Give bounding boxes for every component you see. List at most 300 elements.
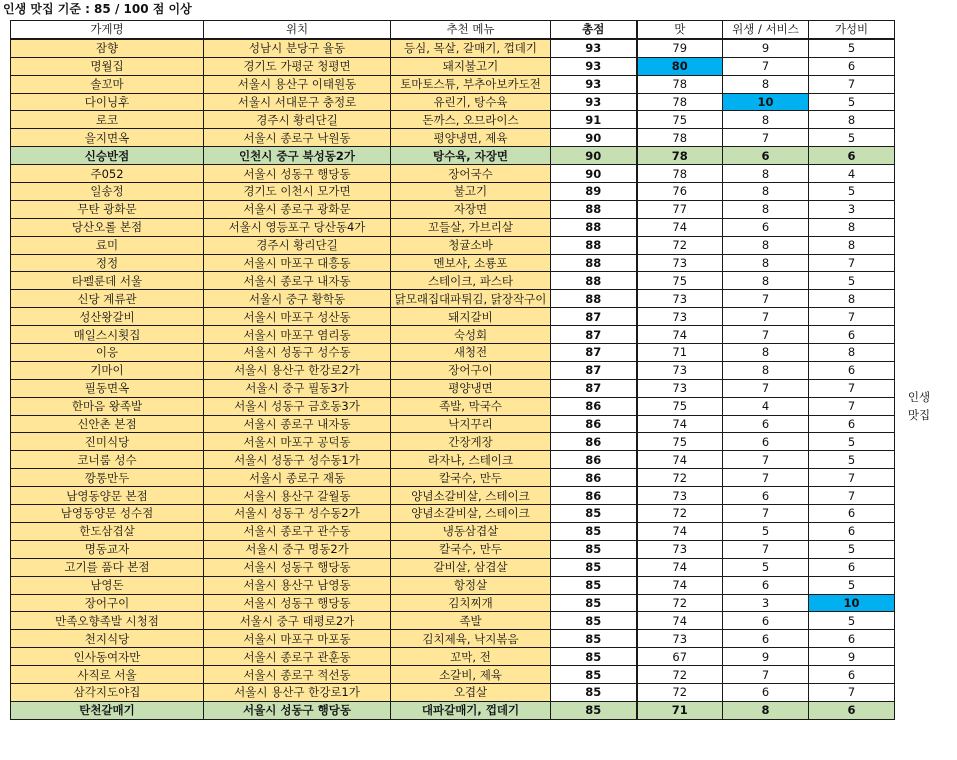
- cell-taste[interactable]: 74: [637, 612, 723, 630]
- cell-taste[interactable]: 77: [637, 200, 723, 218]
- table-row: [11, 308, 895, 326]
- cell-total[interactable]: 88: [551, 272, 637, 290]
- cell-menu[interactable]: 양념소갈비살, 스테이크: [391, 505, 551, 523]
- cell-taste[interactable]: 74: [637, 576, 723, 594]
- cell-taste[interactable]: 73: [637, 379, 723, 397]
- cell-menu[interactable]: 낙지꾸리: [391, 415, 551, 433]
- cell-name[interactable]: 남영돈: [11, 576, 204, 594]
- cell-location[interactable]: 서울시 성동구 행당동: [204, 594, 391, 612]
- cell-total[interactable]: 85: [551, 522, 637, 540]
- cell-location[interactable]: 서울시 중구 필동3가: [204, 379, 391, 397]
- cell-location[interactable]: 서울시 종로구 광화문: [204, 200, 391, 218]
- cell-service[interactable]: 3: [723, 594, 809, 612]
- cell-total[interactable]: 88: [551, 218, 637, 236]
- cell-menu[interactable]: 돼지불고기: [391, 57, 551, 75]
- cell-taste[interactable]: 78: [637, 165, 723, 183]
- cell-total[interactable]: 87: [551, 361, 637, 379]
- cell-service[interactable]: 7: [723, 451, 809, 469]
- cell-service[interactable]: 7: [723, 540, 809, 558]
- cell-taste[interactable]: 78: [637, 75, 723, 93]
- cell-taste[interactable]: 71: [637, 701, 723, 719]
- cell-name[interactable]: 장어구이: [11, 594, 204, 612]
- cell-total[interactable]: 88: [551, 200, 637, 218]
- cell-taste[interactable]: 74: [637, 558, 723, 576]
- cell-name[interactable]: 깡통만두: [11, 469, 204, 487]
- cell-name[interactable]: 천지식당: [11, 630, 204, 648]
- cell-service[interactable]: 10: [723, 93, 809, 111]
- cell-value[interactable]: 8: [809, 290, 895, 308]
- cell-service[interactable]: 6: [723, 147, 809, 165]
- cell-name[interactable]: 로코: [11, 111, 204, 129]
- cell-service[interactable]: 8: [723, 165, 809, 183]
- cell-location[interactable]: 서울시 용산구 이태원동: [204, 75, 391, 93]
- cell-name[interactable]: 한도삼겹살: [11, 522, 204, 540]
- cell-menu[interactable]: 평양냉면, 제육: [391, 129, 551, 147]
- table-row: [11, 630, 895, 648]
- cell-menu[interactable]: 소갈비, 제육: [391, 666, 551, 684]
- cell-total[interactable]: 90: [551, 147, 637, 165]
- cell-value[interactable]: 7: [809, 308, 895, 326]
- cell-menu[interactable]: 칼국수, 만두: [391, 540, 551, 558]
- restaurant-table: [10, 20, 895, 720]
- cell-taste[interactable]: 73: [637, 540, 723, 558]
- cell-menu[interactable]: 칼국수, 만두: [391, 469, 551, 487]
- cell-name[interactable]: 진미식당: [11, 433, 204, 451]
- cell-name[interactable]: 무탄 광화문: [11, 200, 204, 218]
- cell-total[interactable]: 93: [551, 39, 637, 57]
- cell-menu[interactable]: 항정살: [391, 576, 551, 594]
- cell-service[interactable]: 6: [723, 433, 809, 451]
- cell-name[interactable]: 정정: [11, 254, 204, 272]
- cell-taste[interactable]: 72: [637, 666, 723, 684]
- cell-name[interactable]: 남영동양문 성수점: [11, 505, 204, 523]
- cell-service[interactable]: 7: [723, 469, 809, 487]
- cell-name[interactable]: 기마이: [11, 361, 204, 379]
- cell-menu[interactable]: 등심, 목살, 갈매기, 껍데기: [391, 39, 551, 57]
- cell-location[interactable]: 서울시 종로구 재동: [204, 469, 391, 487]
- cell-total[interactable]: 85: [551, 505, 637, 523]
- cell-taste[interactable]: 73: [637, 290, 723, 308]
- col-header-location[interactable]: 위치: [204, 21, 391, 39]
- cell-total[interactable]: 91: [551, 111, 637, 129]
- cell-location[interactable]: 성남시 분당구 율동: [204, 39, 391, 57]
- cell-taste[interactable]: 74: [637, 451, 723, 469]
- cell-total[interactable]: 87: [551, 308, 637, 326]
- table-row: [11, 451, 895, 469]
- side-label-line-1: 인생: [907, 390, 931, 404]
- cell-service[interactable]: 6: [723, 487, 809, 505]
- cell-taste[interactable]: 74: [637, 218, 723, 236]
- cell-value[interactable]: 10: [809, 594, 895, 612]
- cell-value[interactable]: 5: [809, 129, 895, 147]
- cell-location[interactable]: 경기도 가평군 청평면: [204, 57, 391, 75]
- cell-value[interactable]: 7: [809, 469, 895, 487]
- cell-location[interactable]: 서울시 종로구 적선동: [204, 666, 391, 684]
- cell-menu[interactable]: 청귤소바: [391, 236, 551, 254]
- cell-menu[interactable]: 불고기: [391, 183, 551, 201]
- cell-total[interactable]: 85: [551, 558, 637, 576]
- cell-value[interactable]: 5: [809, 183, 895, 201]
- cell-service[interactable]: 9: [723, 648, 809, 666]
- cell-taste[interactable]: 79: [637, 39, 723, 57]
- cell-value[interactable]: 5: [809, 540, 895, 558]
- cell-service[interactable]: 8: [723, 236, 809, 254]
- cell-value[interactable]: 7: [809, 254, 895, 272]
- cell-location[interactable]: 서울시 마포구 마포동: [204, 630, 391, 648]
- cell-total[interactable]: 86: [551, 433, 637, 451]
- cell-menu[interactable]: 간장게장: [391, 433, 551, 451]
- cell-name[interactable]: 타펠룬데 서울: [11, 272, 204, 290]
- cell-service[interactable]: 6: [723, 576, 809, 594]
- cell-menu[interactable]: 라자냐, 스테이크: [391, 451, 551, 469]
- cell-service[interactable]: 6: [723, 415, 809, 433]
- cell-location[interactable]: 서울시 서대문구 충정로: [204, 93, 391, 111]
- cell-value[interactable]: 8: [809, 218, 895, 236]
- cell-total[interactable]: 85: [551, 630, 637, 648]
- table-row: [11, 415, 895, 433]
- cell-service[interactable]: 8: [723, 272, 809, 290]
- table-row: [11, 183, 895, 201]
- cell-location[interactable]: 서울시 마포구 공덕동: [204, 433, 391, 451]
- cell-taste[interactable]: 78: [637, 129, 723, 147]
- cell-name[interactable]: 신승반점: [11, 147, 204, 165]
- cell-value[interactable]: 6: [809, 505, 895, 523]
- table-row: [11, 272, 895, 290]
- cell-value[interactable]: 8: [809, 236, 895, 254]
- cell-service[interactable]: 7: [723, 308, 809, 326]
- cell-menu[interactable]: 꼬막, 전: [391, 648, 551, 666]
- cell-location[interactable]: 서울시 마포구 성산동: [204, 308, 391, 326]
- cell-name[interactable]: 만족오향족발 시청점: [11, 612, 204, 630]
- col-header-service[interactable]: 위생 / 서비스: [723, 21, 809, 39]
- cell-total[interactable]: 86: [551, 415, 637, 433]
- cell-name[interactable]: 이응: [11, 344, 204, 362]
- cell-value[interactable]: 5: [809, 576, 895, 594]
- col-header-value[interactable]: 가성비: [809, 21, 895, 39]
- cell-menu[interactable]: 갈비살, 삼겹살: [391, 558, 551, 576]
- cell-value[interactable]: 3: [809, 200, 895, 218]
- cell-menu[interactable]: 꼬들살, 가브리살: [391, 218, 551, 236]
- cell-location[interactable]: 서울시 성동구 행당동: [204, 701, 391, 719]
- cell-name[interactable]: 신안촌 본점: [11, 415, 204, 433]
- cell-location[interactable]: 서울시 중구 태평로2가: [204, 612, 391, 630]
- table-row: [11, 505, 895, 523]
- cell-location[interactable]: 서울시 종로구 관수동: [204, 522, 391, 540]
- cell-value[interactable]: 7: [809, 379, 895, 397]
- cell-total[interactable]: 87: [551, 326, 637, 344]
- cell-name[interactable]: 당산오롤 본점: [11, 218, 204, 236]
- cell-service[interactable]: 5: [723, 558, 809, 576]
- cell-service[interactable]: 8: [723, 111, 809, 129]
- cell-name[interactable]: 잠향: [11, 39, 204, 57]
- cell-menu[interactable]: 유린기, 탕수육: [391, 93, 551, 111]
- cell-location[interactable]: 서울시 성동구 행당동: [204, 558, 391, 576]
- cell-total[interactable]: 93: [551, 75, 637, 93]
- col-header-name[interactable]: 가게명: [11, 21, 204, 39]
- cell-taste[interactable]: 73: [637, 361, 723, 379]
- cell-total[interactable]: 85: [551, 612, 637, 630]
- cell-menu[interactable]: 족발, 막국수: [391, 397, 551, 415]
- cell-value[interactable]: 6: [809, 415, 895, 433]
- cell-location[interactable]: 서울시 용산구 갈월동: [204, 487, 391, 505]
- cell-value[interactable]: 9: [809, 648, 895, 666]
- cell-taste[interactable]: 75: [637, 433, 723, 451]
- cell-location[interactable]: 서울시 성동구 금호동3가: [204, 397, 391, 415]
- cell-total[interactable]: 86: [551, 469, 637, 487]
- cell-taste[interactable]: 75: [637, 272, 723, 290]
- cell-location[interactable]: 서울시 성동구 성수동2가: [204, 505, 391, 523]
- cell-service[interactable]: 8: [723, 254, 809, 272]
- cell-taste[interactable]: 75: [637, 111, 723, 129]
- cell-taste[interactable]: 71: [637, 344, 723, 362]
- cell-menu[interactable]: 토마토스튜, 부추아보카도전: [391, 75, 551, 93]
- cell-taste[interactable]: 74: [637, 522, 723, 540]
- cell-value[interactable]: 7: [809, 75, 895, 93]
- table-row: [11, 165, 895, 183]
- cell-location[interactable]: 서울시 성동구 성수동1가: [204, 451, 391, 469]
- cell-service[interactable]: 8: [723, 183, 809, 201]
- cell-name[interactable]: 솔꼬마: [11, 75, 204, 93]
- cell-name[interactable]: 신당 계류관: [11, 290, 204, 308]
- table-row: [11, 147, 895, 165]
- cell-menu[interactable]: 장어구이: [391, 361, 551, 379]
- cell-location[interactable]: 경주시 황리단길: [204, 111, 391, 129]
- cell-name[interactable]: 탄천갈매기: [11, 701, 204, 719]
- table-row: [11, 701, 895, 719]
- cell-menu[interactable]: 양념소갈비살, 스테이크: [391, 487, 551, 505]
- table-row: [11, 648, 895, 666]
- cell-value[interactable]: 6: [809, 361, 895, 379]
- table-row: [11, 522, 895, 540]
- cell-location[interactable]: 서울시 종로구 낙원동: [204, 129, 391, 147]
- cell-taste[interactable]: 80: [637, 57, 723, 75]
- cell-total[interactable]: 85: [551, 576, 637, 594]
- table-row: [11, 397, 895, 415]
- cell-menu[interactable]: 대파갈매기, 껍데기: [391, 701, 551, 719]
- cell-total[interactable]: 85: [551, 701, 637, 719]
- cell-name[interactable]: 필동면옥: [11, 379, 204, 397]
- cell-menu[interactable]: 족발: [391, 612, 551, 630]
- table-row: [11, 379, 895, 397]
- table-row: [11, 39, 895, 57]
- side-label-life-restaurants: [893, 388, 945, 424]
- cell-menu[interactable]: 김치찌개: [391, 594, 551, 612]
- cell-menu[interactable]: 자장면: [391, 200, 551, 218]
- cell-location[interactable]: 서울시 종로구 내자동: [204, 415, 391, 433]
- cell-location[interactable]: 경주시 황리단길: [204, 236, 391, 254]
- col-header-taste[interactable]: 맛: [637, 21, 723, 39]
- cell-value[interactable]: 5: [809, 39, 895, 57]
- table-row: [11, 236, 895, 254]
- cell-taste[interactable]: 78: [637, 93, 723, 111]
- cell-value[interactable]: 6: [809, 630, 895, 648]
- cell-menu[interactable]: 장어국수: [391, 165, 551, 183]
- cell-menu[interactable]: 닭모래집대파튀김, 닭장작구이: [391, 290, 551, 308]
- page-title: 인생 맛집 기준 : 85 / 100 점 이상: [3, 2, 192, 16]
- cell-taste[interactable]: 76: [637, 183, 723, 201]
- cell-total[interactable]: 93: [551, 93, 637, 111]
- cell-value[interactable]: 5: [809, 612, 895, 630]
- cell-value[interactable]: 8: [809, 344, 895, 362]
- cell-value[interactable]: 5: [809, 433, 895, 451]
- cell-name[interactable]: 남영동양문 본점: [11, 487, 204, 505]
- cell-total[interactable]: 88: [551, 236, 637, 254]
- cell-taste[interactable]: 74: [637, 326, 723, 344]
- cell-service[interactable]: 8: [723, 75, 809, 93]
- cell-total[interactable]: 89: [551, 183, 637, 201]
- table-row: [11, 200, 895, 218]
- cell-total[interactable]: 86: [551, 451, 637, 469]
- cell-name[interactable]: 사직로 서울: [11, 666, 204, 684]
- cell-menu[interactable]: 멘보샤, 소룡포: [391, 254, 551, 272]
- cell-taste[interactable]: 73: [637, 254, 723, 272]
- cell-value[interactable]: 5: [809, 451, 895, 469]
- cell-location[interactable]: 서울시 용산구 남영동: [204, 576, 391, 594]
- cell-name[interactable]: 코너룸 성수: [11, 451, 204, 469]
- cell-menu[interactable]: 냉동삼겹살: [391, 522, 551, 540]
- cell-total[interactable]: 88: [551, 290, 637, 308]
- table-row: [11, 469, 895, 487]
- cell-taste[interactable]: 73: [637, 487, 723, 505]
- cell-location[interactable]: 서울시 성동구 성수동: [204, 344, 391, 362]
- table-row: [11, 93, 895, 111]
- cell-taste[interactable]: 75: [637, 397, 723, 415]
- cell-taste[interactable]: 78: [637, 147, 723, 165]
- cell-menu[interactable]: 돈까스, 오므라이스: [391, 111, 551, 129]
- cell-name[interactable]: 명동교자: [11, 540, 204, 558]
- cell-location[interactable]: 경기도 이천시 모가면: [204, 183, 391, 201]
- cell-service[interactable]: 8: [723, 200, 809, 218]
- cell-location[interactable]: 서울시 성동구 행당동: [204, 165, 391, 183]
- cell-taste[interactable]: 72: [637, 683, 723, 701]
- cell-location[interactable]: 서울시 용산구 한강로2가: [204, 361, 391, 379]
- cell-total[interactable]: 86: [551, 397, 637, 415]
- cell-value[interactable]: 6: [809, 701, 895, 719]
- cell-taste[interactable]: 72: [637, 594, 723, 612]
- cell-service[interactable]: 8: [723, 361, 809, 379]
- cell-menu[interactable]: 스테이크, 파스타: [391, 272, 551, 290]
- cell-taste[interactable]: 72: [637, 469, 723, 487]
- cell-service[interactable]: 7: [723, 326, 809, 344]
- cell-taste[interactable]: 73: [637, 630, 723, 648]
- col-header-menu[interactable]: 추천 메뉴: [391, 21, 551, 39]
- cell-location[interactable]: 서울시 마포구 대흥동: [204, 254, 391, 272]
- cell-value[interactable]: 4: [809, 165, 895, 183]
- cell-value[interactable]: 6: [809, 522, 895, 540]
- cell-total[interactable]: 90: [551, 165, 637, 183]
- cell-value[interactable]: 6: [809, 558, 895, 576]
- cell-location[interactable]: 서울시 중구 명동2가: [204, 540, 391, 558]
- cell-total[interactable]: 85: [551, 648, 637, 666]
- cell-value[interactable]: 5: [809, 93, 895, 111]
- cell-total[interactable]: 88: [551, 254, 637, 272]
- cell-service[interactable]: 7: [723, 505, 809, 523]
- cell-name[interactable]: 일송정: [11, 183, 204, 201]
- cell-value[interactable]: 6: [809, 57, 895, 75]
- cell-service[interactable]: 6: [723, 612, 809, 630]
- cell-name[interactable]: 료미: [11, 236, 204, 254]
- cell-name[interactable]: 명월집: [11, 57, 204, 75]
- cell-service[interactable]: 4: [723, 397, 809, 415]
- cell-value[interactable]: 7: [809, 397, 895, 415]
- cell-value[interactable]: 6: [809, 666, 895, 684]
- cell-service[interactable]: 7: [723, 129, 809, 147]
- cell-service[interactable]: 9: [723, 39, 809, 57]
- cell-total[interactable]: 85: [551, 594, 637, 612]
- cell-service[interactable]: 7: [723, 379, 809, 397]
- col-header-total[interactable]: 총점: [551, 21, 637, 39]
- cell-value[interactable]: 5: [809, 272, 895, 290]
- cell-menu[interactable]: 탕수육, 자장면: [391, 147, 551, 165]
- cell-name[interactable]: 을지면옥: [11, 129, 204, 147]
- cell-name[interactable]: 한마음 왕족발: [11, 397, 204, 415]
- cell-value[interactable]: 7: [809, 487, 895, 505]
- cell-taste[interactable]: 67: [637, 648, 723, 666]
- cell-taste[interactable]: 74: [637, 415, 723, 433]
- cell-name[interactable]: 주052: [11, 165, 204, 183]
- cell-taste[interactable]: 72: [637, 505, 723, 523]
- cell-total[interactable]: 85: [551, 540, 637, 558]
- cell-menu[interactable]: 오겹살: [391, 683, 551, 701]
- table-row: [11, 683, 895, 701]
- cell-service[interactable]: 5: [723, 522, 809, 540]
- cell-location[interactable]: 서울시 종로구 내자동: [204, 272, 391, 290]
- cell-service[interactable]: 6: [723, 630, 809, 648]
- cell-name[interactable]: 고기를 품다 본점: [11, 558, 204, 576]
- cell-total[interactable]: 87: [551, 344, 637, 362]
- cell-value[interactable]: 6: [809, 326, 895, 344]
- cell-name[interactable]: 다이닝후: [11, 93, 204, 111]
- cell-menu[interactable]: 김치제육, 낙지볶음: [391, 630, 551, 648]
- cell-total[interactable]: 86: [551, 487, 637, 505]
- header-row: [11, 21, 895, 39]
- cell-service[interactable]: 6: [723, 218, 809, 236]
- cell-total[interactable]: 85: [551, 683, 637, 701]
- cell-location[interactable]: 인천시 중구 북성동2가: [204, 147, 391, 165]
- cell-total[interactable]: 85: [551, 666, 637, 684]
- cell-location[interactable]: 서울시 중구 황학동: [204, 290, 391, 308]
- cell-taste[interactable]: 73: [637, 308, 723, 326]
- cell-total[interactable]: 93: [551, 57, 637, 75]
- cell-value[interactable]: 7: [809, 683, 895, 701]
- cell-service[interactable]: 6: [723, 683, 809, 701]
- cell-name[interactable]: 인사동여자만: [11, 648, 204, 666]
- cell-value[interactable]: 8: [809, 111, 895, 129]
- cell-name[interactable]: 삼각지도야집: [11, 683, 204, 701]
- cell-service[interactable]: 7: [723, 290, 809, 308]
- cell-location[interactable]: 서울시 영등포구 당산동4가: [204, 218, 391, 236]
- cell-location[interactable]: 서울시 용산구 한강로1가: [204, 683, 391, 701]
- table-row: [11, 218, 895, 236]
- cell-service[interactable]: 7: [723, 666, 809, 684]
- cell-service[interactable]: 7: [723, 57, 809, 75]
- cell-menu[interactable]: 평양냉면: [391, 379, 551, 397]
- cell-taste[interactable]: 72: [637, 236, 723, 254]
- cell-value[interactable]: 6: [809, 147, 895, 165]
- cell-location[interactable]: 서울시 마포구 염리동: [204, 326, 391, 344]
- cell-name[interactable]: 성산왕갈비: [11, 308, 204, 326]
- cell-name[interactable]: 매일스시횟집: [11, 326, 204, 344]
- table-row: [11, 129, 895, 147]
- cell-total[interactable]: 87: [551, 379, 637, 397]
- cell-service[interactable]: 8: [723, 344, 809, 362]
- cell-service[interactable]: 8: [723, 701, 809, 719]
- cell-total[interactable]: 90: [551, 129, 637, 147]
- cell-location[interactable]: 서울시 종로구 관훈동: [204, 648, 391, 666]
- cell-menu[interactable]: 숙성회: [391, 326, 551, 344]
- cell-menu[interactable]: 돼지갈비: [391, 308, 551, 326]
- cell-menu[interactable]: 새청전: [391, 344, 551, 362]
